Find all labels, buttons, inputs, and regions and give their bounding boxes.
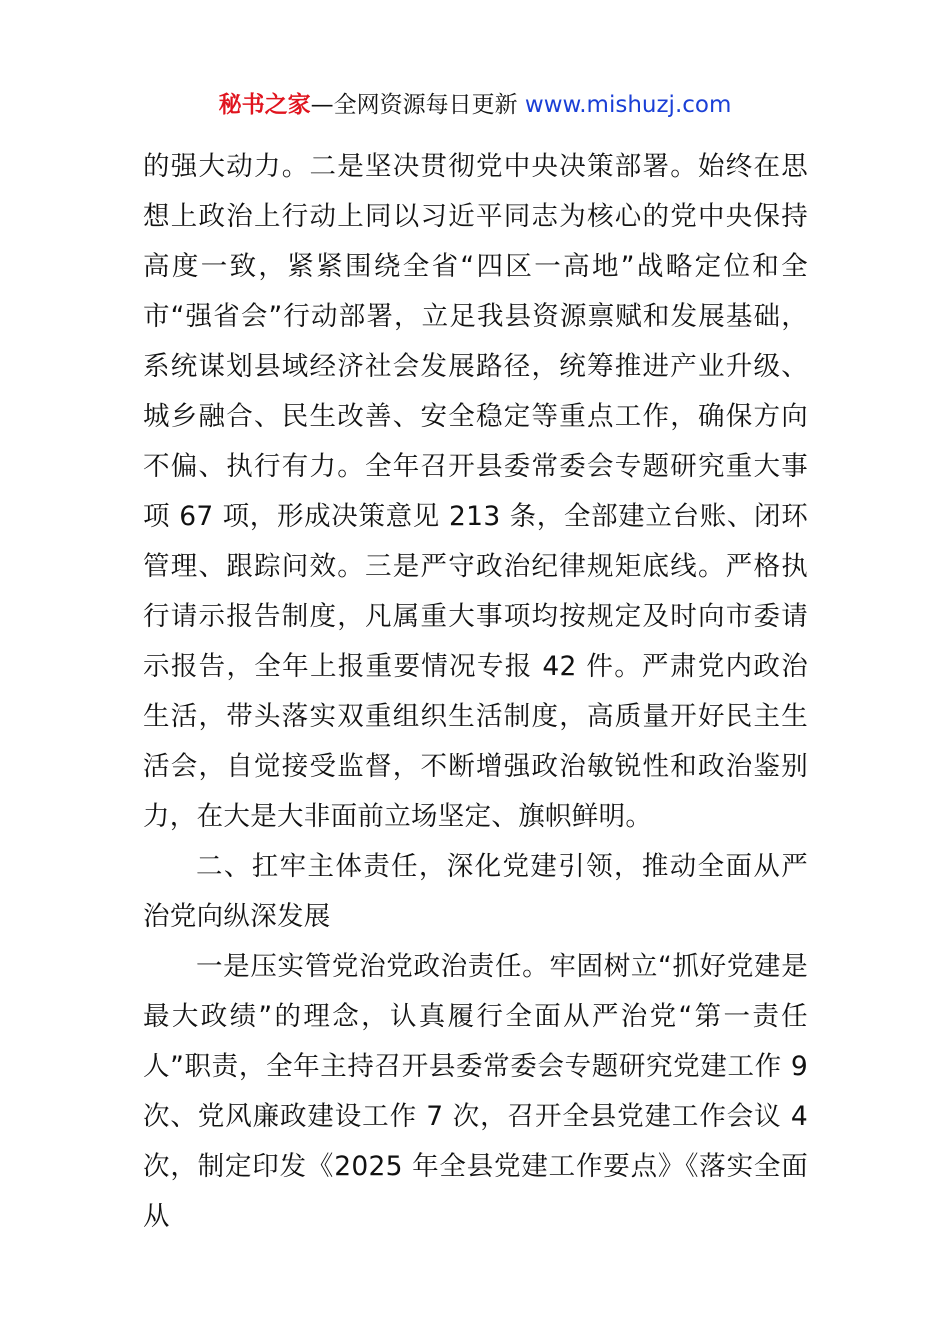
brand-name: 秘书之家: [218, 92, 311, 118]
site-url-link[interactable]: www.mishuzj.com: [524, 92, 732, 118]
header-tagline: —全网资源每日更新: [310, 92, 525, 118]
paragraph: 一是压实管党治党政治责任。牢固树立“抓好党建是最大政绩”的理念，认真履行全面从严治党“第一责任人”职责，全年主持召开县委常委会专题研究党建工作 9 次、党风廉政建设工作 7 次，召开全县党建工作会议 4 次，制定印发《2025 年全县党建工作要点》《落实全面从: [143, 951, 808, 1232]
site-header: [0, 88, 950, 122]
document-body: [143, 142, 808, 1242]
section-heading: 二、扛牢主体责任，深化党建引领，推动全面从严治党向纵深发展: [143, 851, 808, 932]
paragraph-continuation: 的强大动力。二是坚决贯彻党中央决策部署。始终在思想上政治上行动上同以习近平同志为核心的党中央保持高度一致，紧紧围绕全省“四区一高地”战略定位和全市“强省会”行动部署，立足我县资源禀赋和发展基础，系统谋划县域经济社会发展路径，统筹推进产业升级、城乡融合、民生改善、安全稳定等重点工作，确保方向不偏、执行有力。全年召开县委常委会专题研究重大事项 67 项，形成决策意见 213 条，全部建立台账、闭环管理、跟踪问效。三是严守政治纪律规矩底线。严格执行请示报告制度，凡属重大事项均按规定及时向市委请示报告，全年上报重要情况专报 42 件。严肃党内政治生活，带头落实双重组织生活制度，高质量开好民主生活会，自觉接受监督，不断增强政治敏锐性和政治鉴别力，在大是大非面前立场坚定、旗帜鲜明。: [143, 151, 808, 832]
